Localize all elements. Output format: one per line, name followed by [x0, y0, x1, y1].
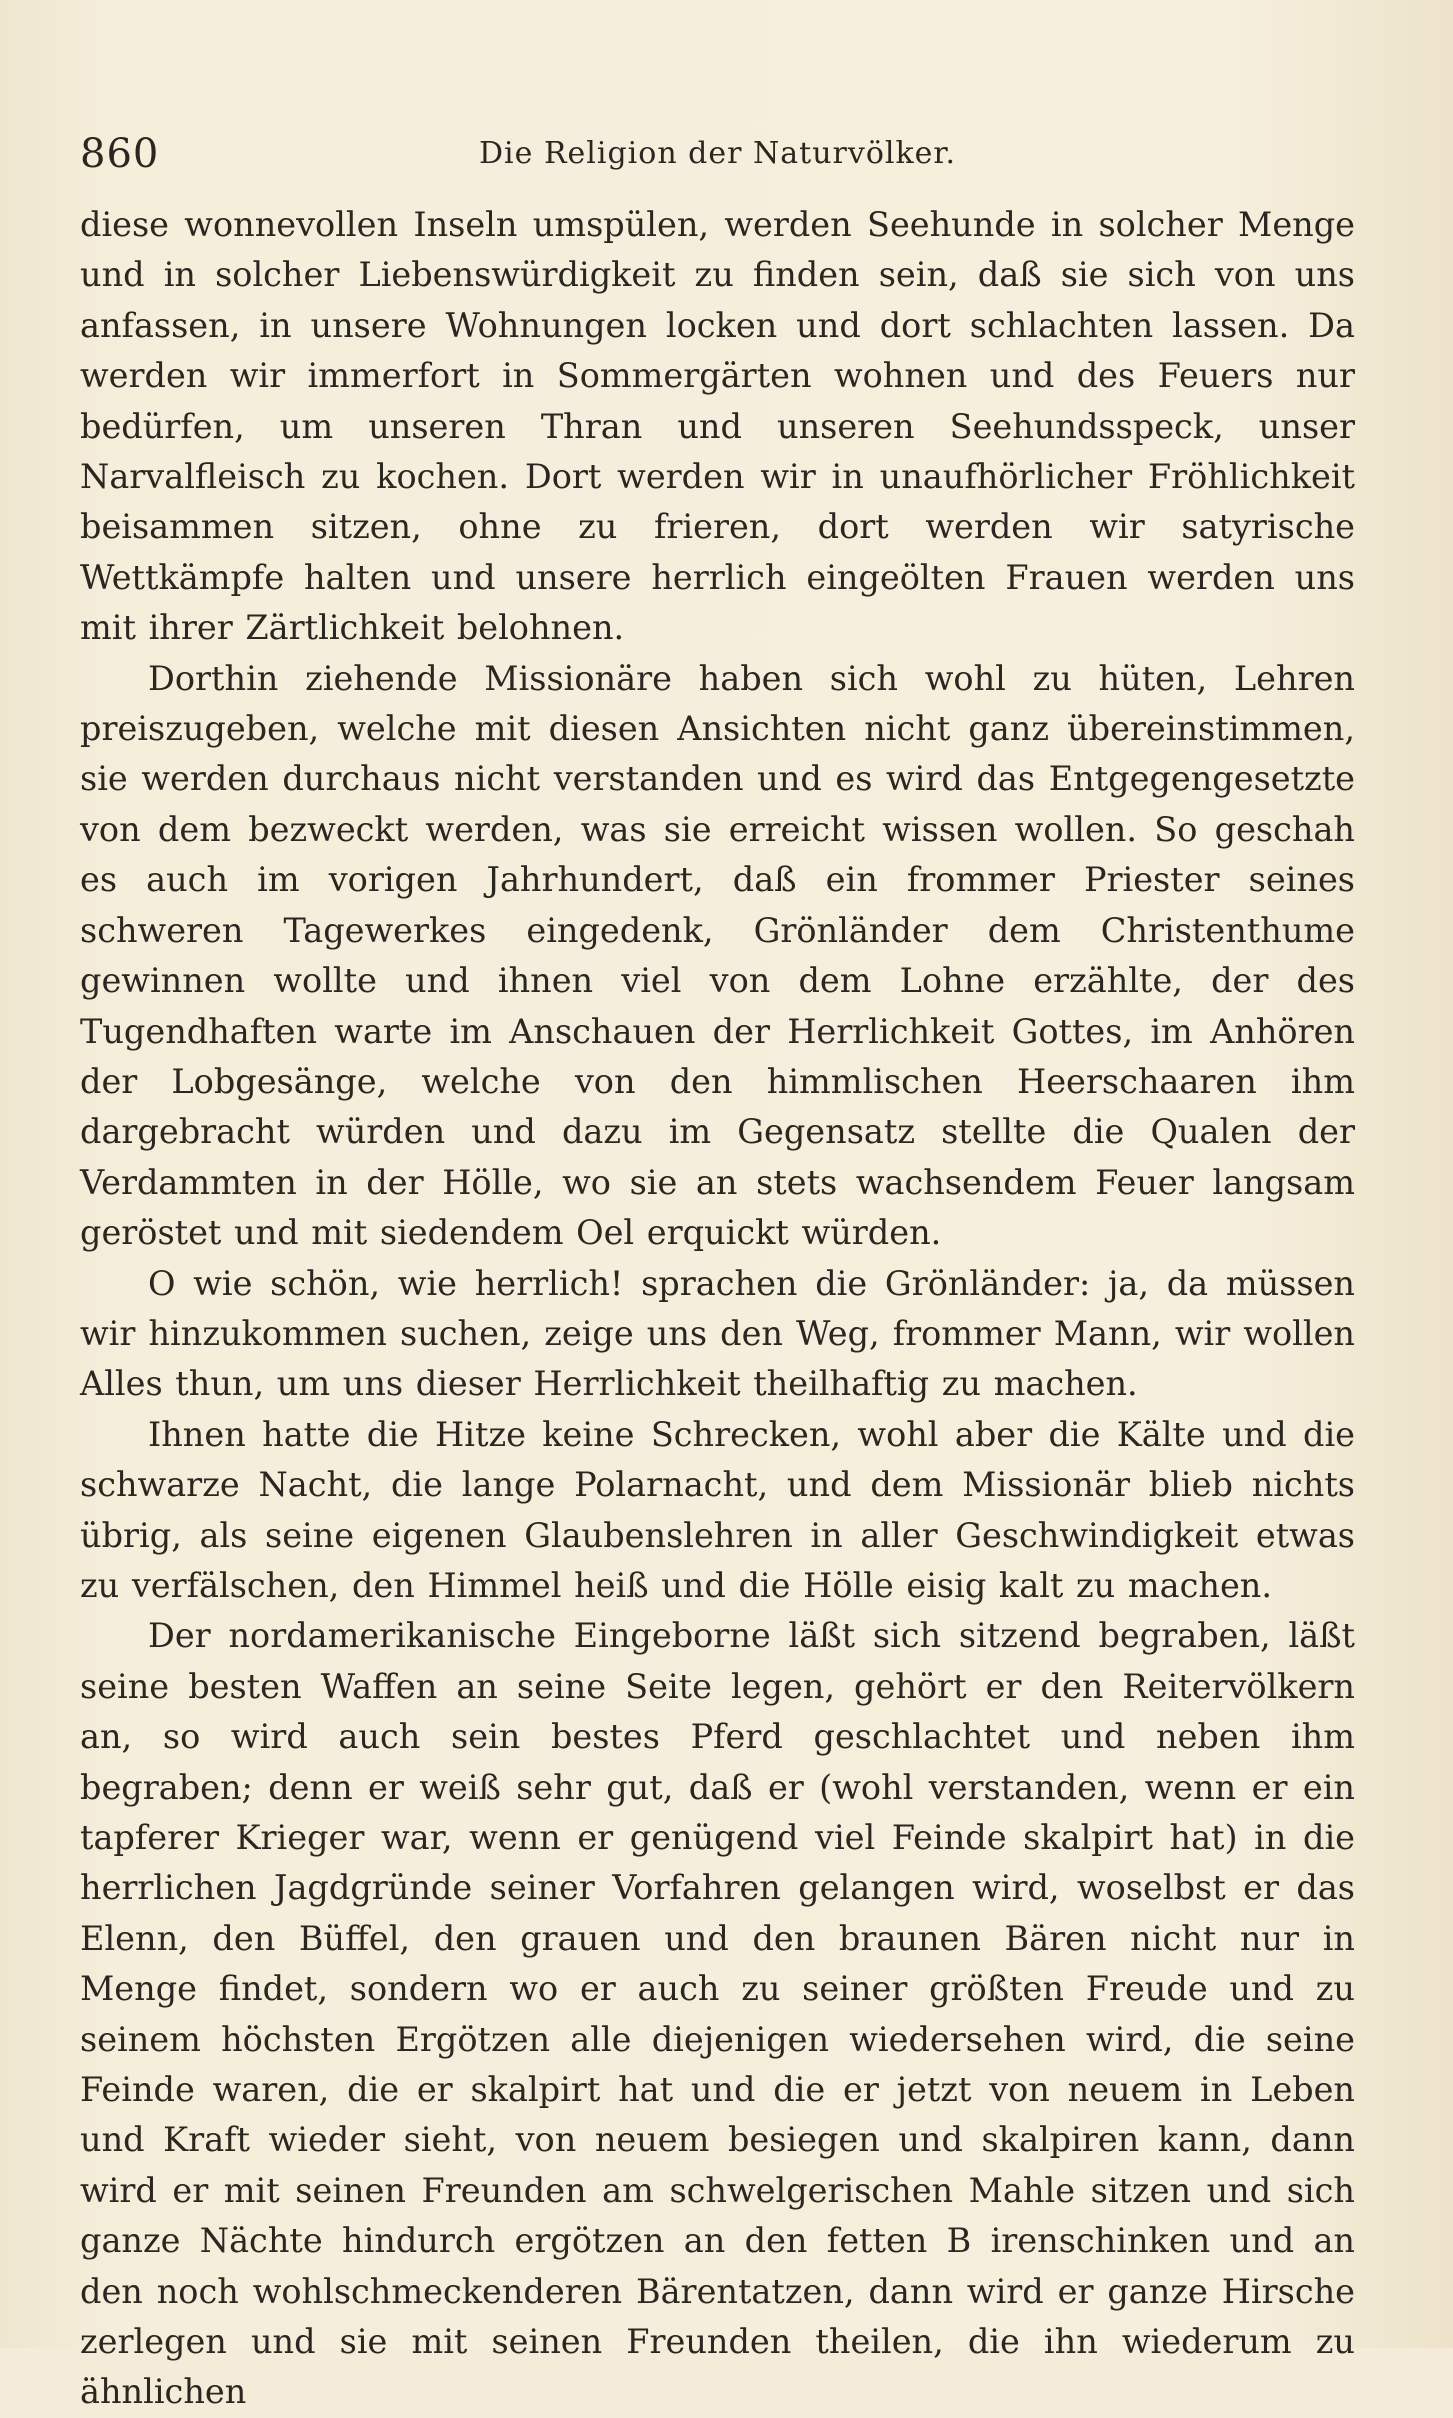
body-text: [80, 200, 1355, 2418]
paragraph-5: Der nordamerikanische Eingeborne läßt sich sitzend begraben, läßt seine besten Waffen an seine Seite legen, gehört er den Reitervölkern an, so wird auch sein bestes Pferd geschlachtet und neben ihm begraben; denn er weiß sehr gut, daß er (wohl verstanden, wenn er ein tapferer Krieger war, wenn er genügend viel Feinde skalpirt hat) in die herrlichen Jagdgründe seiner Vorfahren gelangen wird, woselbst er das Elenn, den Büffel, den grauen und den braunen Bären nicht nur in Menge findet, sondern wo er auch zu seiner größten Freude und zu seinem höchsten Ergötzen alle diejenigen wiedersehen wird, die seine Feinde waren, die er skalpirt hat und die er jetzt von neuem in Leben und Kraft wieder sieht, von neuem besiegen und skalpiren kann, dann wird er mit seinen Freunden am schwelgerischen Mahle sitzen und sich ganze Nächte hindurch ergötzen an den fetten B irenschinken und an den noch wohlschmeckenderen Bärentatzen, dann wird er ganze Hirsche zerlegen und sie mit seinen Freunden theilen, die ihn wiederum zu ähnlichen: [80, 1616, 1355, 2412]
paragraph-4: Ihnen hatte die Hitze keine Schrecken, wohl aber die Kälte und die schwarze Nacht, die lange Polarnacht, und dem Missionär blieb nichts übrig, als seine eigenen Glaubenslehren in aller Geschwindigkeit etwas zu verfälschen, den Himmel heiß und die Hölle eisig kalt zu machen.: [80, 1414, 1355, 1605]
running-title: Die Religion der Naturvölker.: [479, 136, 956, 171]
paragraph-2: Dorthin ziehende Missionäre haben sich wohl zu hüten, Lehren preiszugeben, welche mit diesen Ansichten nicht ganz übereinstimmen, sie werden durchaus nicht verstanden und es wird das Entgegengesetzte von dem bezweckt werden, was sie erreicht wissen wollen. So geschah es auch im vorigen Jahrhundert, daß ein frommer Priester seines schweren Tagewerkes eingedenk, Grönländer dem Christenthume gewinnen wollte und ihnen viel von dem Lohne erzählte, der des Tugendhaften warte im Anschauen der Herrlichkeit Gottes, im Anhören der Lobgesänge, welche von den himmlischen Heerschaaren ihm dargebracht würden und dazu im Gegensatz stellte die Qualen der Verdammten in der Hölle, wo sie an stets wachsendem Feuer langsam geröstet und mit siedendem Oel erquickt würden.: [80, 658, 1355, 1253]
page-header: [80, 124, 1355, 184]
paragraph-3: O wie schön, wie herrlich! sprachen die Grönländer: ja, da müssen wir hinzukommen suchen, zeige uns den Weg, frommer Mann, wir wollen Alles thun, um uns dieser Herrlichkeit theilhaftig zu machen.: [80, 1263, 1355, 1404]
page-number: 860: [80, 131, 160, 177]
paragraph-1: diese wonnevollen Inseln umspülen, werden Seehunde in solcher Menge und in solcher Liebenswürdigkeit zu finden sein, daß sie sich von uns anfassen, in unsere Wohnungen locken und dort schlachten lassen. Da werden wir immerfort in Sommergärten wohnen und des Feuers nur bedürfen, um unseren Thran und unseren Seehundsspeck, unser Narvalfleisch zu kochen. Dort werden wir in unaufhörlicher Fröhlichkeit beisammen sitzen, ohne zu frieren, dort werden wir satyrische Wettkämpfe halten und unsere herrlich eingeölten Frauen werden uns mit ihrer Zärtlichkeit belohnen.: [80, 205, 1355, 648]
